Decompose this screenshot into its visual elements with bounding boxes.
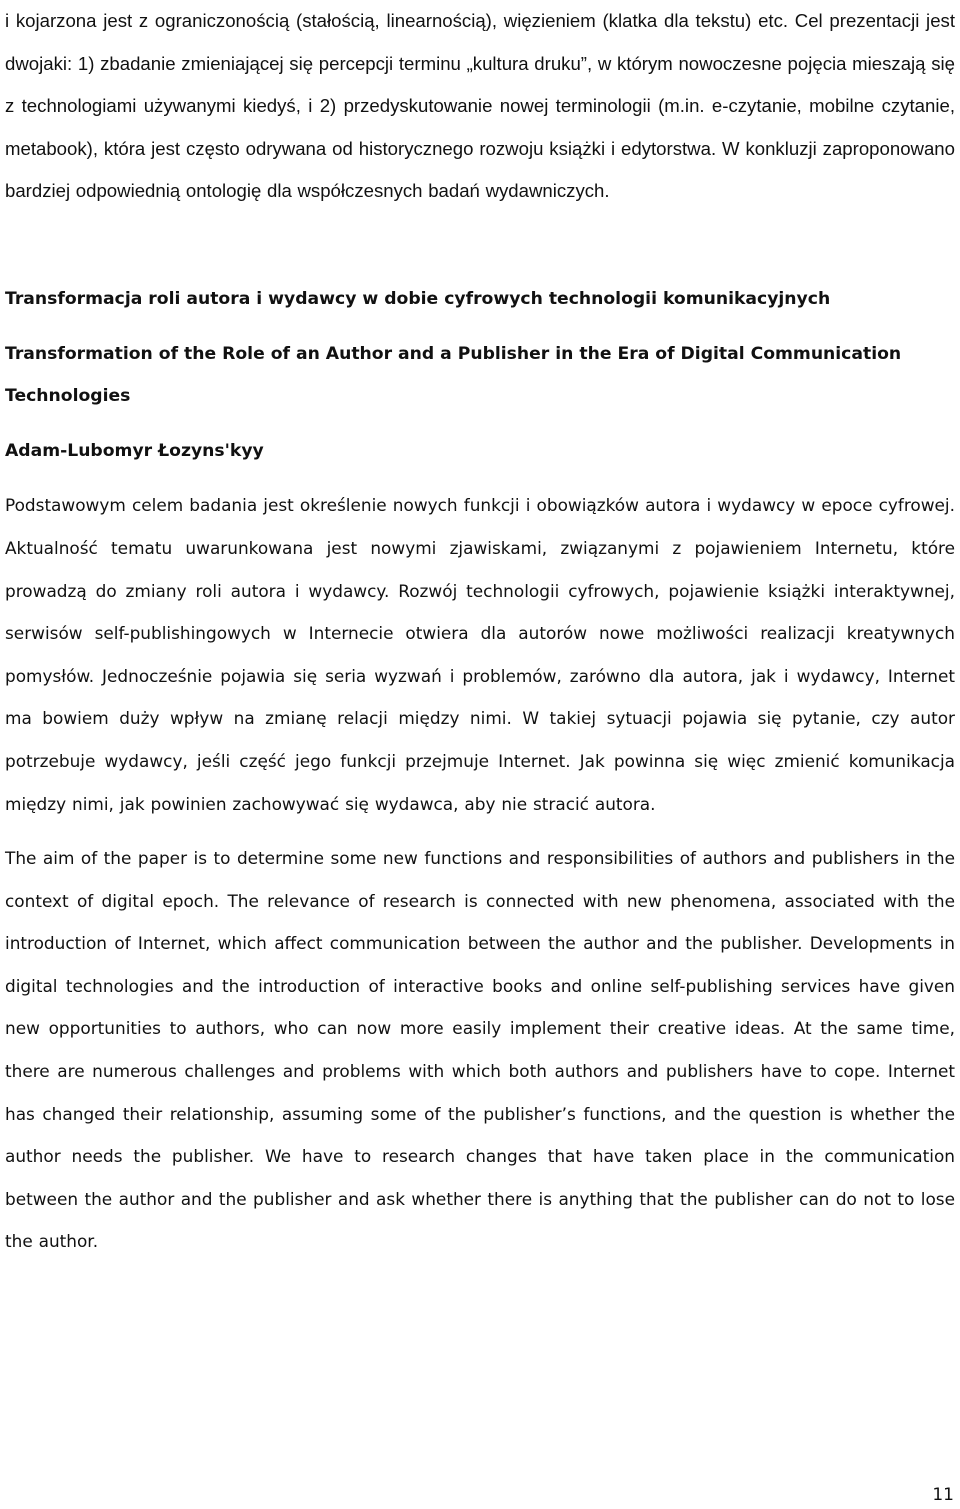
section-spacer — [5, 472, 955, 484]
section-spacer — [5, 213, 955, 278]
section-spacer — [5, 321, 955, 333]
section-spacer — [5, 418, 955, 430]
article-title-polish: Transformacja roli autora i wydawcy w dobie cyfrowych technologii komunikacyjnych — [5, 288, 831, 309]
abstract-english: The aim of the paper is to determine some new functions and responsibilities of authors and publishers in the context of digital epoch. The relevance of research is connected with new phenomena, associated with the introduction of Internet, which affect communication between the author and the publisher. Developments in digital technologies and the introduction of interactive books and online self-publishing services have given new opportunities to authors, who can now more easily implement their creative ideas. At the same time, there are numerous challenges and problems with which both authors and publishers have to cope. Internet has changed their relationship, assuming some of the publisher’s functions, and the question is whether the author needs the publisher. We have to research changes that have taken place in the communication between the author and the publisher and ask whether there is anything that the publisher can do not to lose the author. — [5, 848, 955, 1252]
section-spacer — [5, 825, 955, 837]
abstract-polish: Podstawowym celem badania jest określenie nowych funkcji i obowiązków autora i wydawcy w epoce cyfrowej. Aktualność tematu uwarunkowana jest nowymi zjawiskami, związanymi z pojawieniem Internetu, które prowadzą do zmiany roli autora i wydawcy. Rozwój technologii cyfrowych, pojawienie książki interaktywnej, serwisów self-publishingowych w Internecie otwiera dla autorów nowe możliwości realizacji kreatywnych pomysłów. Jednocześnie pojawia się seria wyzwań i problemów, zarówno dla autora, jak i wydawcy, Internet ma bowiem duży wpływ na zmianę relacji między nimi. W takiej sytuacji pojawia się pytanie, czy autor potrzebuje wydawcy, jeśli część jego funkcji przejmuje Internet. Jak powinna się więc zmienić komunikacja między nimi, jak powinien zachowywać się wydawca, aby nie stracić autora. — [5, 495, 955, 814]
article-author: Adam-Lubomyr Łozyns'kyy — [5, 440, 264, 461]
document-page — [5, 0, 955, 1263]
page-number: 11 — [932, 1485, 954, 1505]
article-title-english: Transformation of the Role of an Author and a Publisher in the Era of Digital Communication Technologies — [5, 343, 902, 407]
previous-abstract-continuation: i kojarzona jest z ograniczonością (stałością, linearnością), więzieniem (klatka dla tekstu) etc. Cel prezentacji jest dwojaki: 1) zbadanie zmieniającej się percepcji terminu „kultura druku”, w którym nowoczesne pojęcia mieszają się z technologiami używanymi kiedyś, i 2) przedyskutowanie nowej terminologii (m.in. e-czytanie, mobilne czytanie, metabook), która jest często odrywana od historycznego rozwoju książki i edytorstwa. W konkluzji zaproponowano bardziej odpowiednią ontologię dla współczesnych badań wydawniczych. — [5, 10, 955, 202]
